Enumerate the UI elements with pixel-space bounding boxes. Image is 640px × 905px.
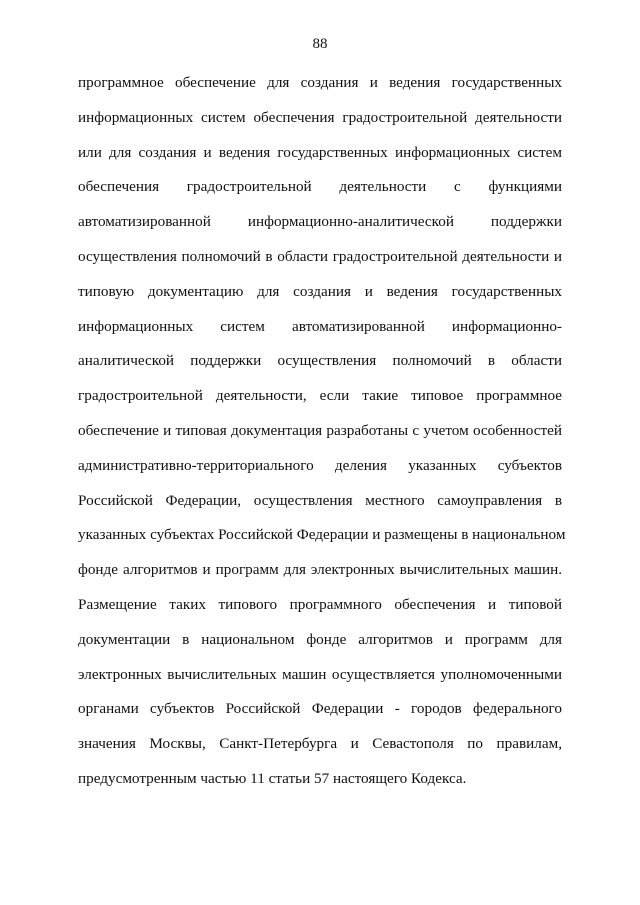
text-line: органами субъектов Российской Федерации - городов федерального: [78, 700, 562, 718]
text-line: предусмотренным частью 11 статьи 57 настоящего Кодекса.: [78, 769, 467, 787]
text-line: административно-территориального деления указанных субъектов: [78, 456, 562, 474]
page-number: 88: [312, 36, 328, 52]
text-line: обеспечения градостроительной деятельности с функциями: [78, 178, 562, 196]
text-line: аналитической поддержки осуществления полномочий в области: [78, 352, 562, 370]
text-line: осуществления полномочий в области градостроительной деятельности и: [78, 247, 562, 265]
text-line: обеспечение и типовая документация разработаны с учетом особенностей: [78, 421, 562, 439]
text-line: информационных систем обеспечения градостроительной деятельности: [78, 108, 562, 126]
text-line: автоматизированной информационно-аналитической поддержки: [78, 213, 562, 231]
text-line: градостроительной деятельности, если такие типовое программное: [78, 387, 562, 405]
text-line: информационных систем автоматизированной информационно-: [78, 317, 562, 335]
text-line: программное обеспечение для создания и ведения государственных: [78, 74, 562, 91]
text-line: указанных субъектах Российской Федерации и размещены в национальном: [78, 526, 566, 544]
text-line: фонде алгоритмов и программ для электронных вычислительных машин.: [78, 561, 562, 579]
body-paragraph: [78, 66, 566, 797]
text-line: электронных вычислительных машин осуществляется уполномоченными: [78, 665, 562, 683]
text-line: значения Москвы, Санкт-Петербурга и Севастополя по правилам,: [78, 735, 562, 753]
text-line: типовую документацию для создания и ведения государственных: [78, 282, 562, 300]
text-line: или для создания и ведения государственных информационных систем: [78, 143, 562, 161]
text-line: Российской Федерации, осуществления местного самоуправления в: [78, 491, 562, 509]
text-line: документации в национальном фонде алгоритмов и программ для: [78, 630, 562, 648]
text-line: Размещение таких типового программного обеспечения и типовой: [78, 595, 562, 613]
